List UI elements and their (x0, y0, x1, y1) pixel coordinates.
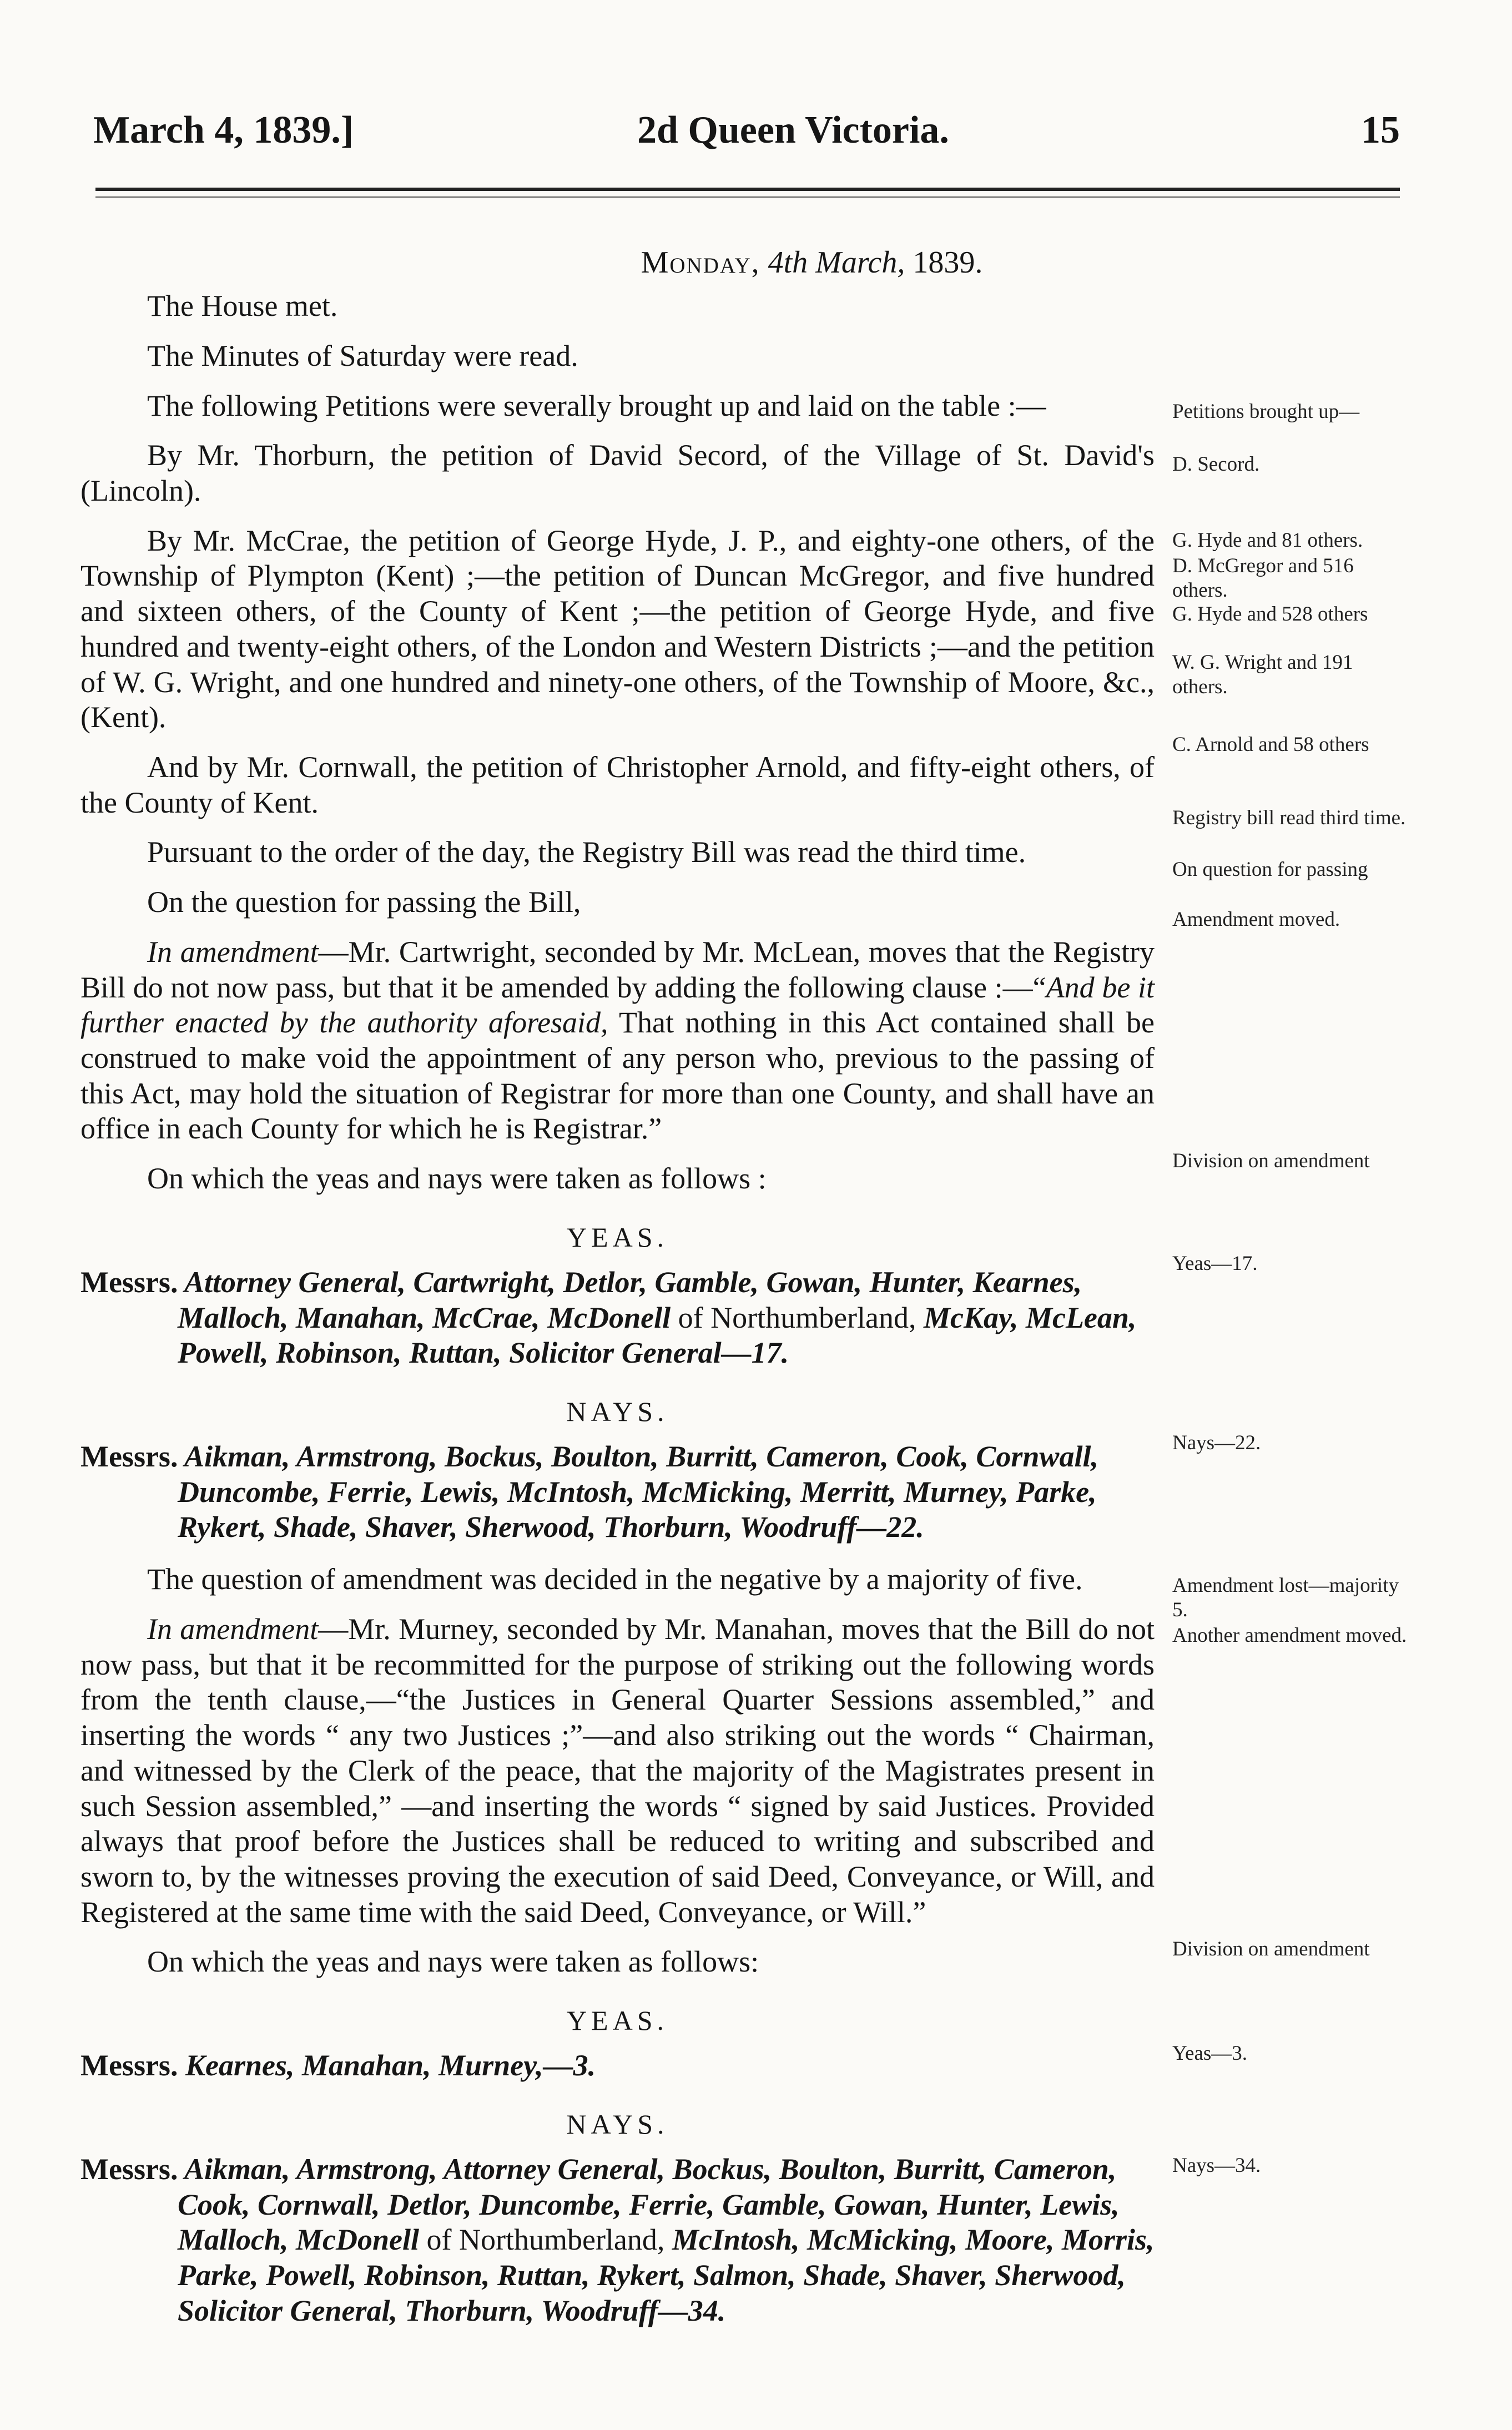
yeas-of-county: of Northumberland, (671, 1300, 924, 1334)
division2-nays-list (80, 2152, 1155, 2329)
yeas-names-a: Attorney General, Cartwright, Detlor, Gamble, Gowan, Hunter, Kearnes, Malloch, Manahan, McCrae, McDonell (178, 1265, 1082, 1334)
amendment-decided: The question of amendment was decided in the negative by a majority of five. (147, 1562, 1083, 1596)
amendment-murney (80, 1612, 1155, 1930)
amendment-text-b: That nothing in this Act contained shall be construed to make void the appointment of any person who, previous to the passing of this Act, may hold the situation of Registrar for more than one County, and shall have an office in each County for which he is Registrar.” (80, 1006, 1155, 1146)
margin-note-amend-moved: Amendment moved. (1172, 908, 1340, 931)
messrs-label: Messrs. (80, 1440, 178, 1474)
division2-nays-heading: NAYS. (566, 2108, 669, 2140)
question-passing: On the question for passing the Bill, (147, 885, 581, 919)
margin-note-yeas17: Yeas—17. (1172, 1252, 1258, 1275)
header-rule (95, 188, 1400, 191)
running-header-date: March 4, 1839.] (93, 109, 354, 152)
amendment-enacting-words: And be it further enacted by the authority aforesaid, (80, 970, 1155, 1040)
amendment-cartwright (80, 935, 1155, 1147)
margin-note-hyde528: G. Hyde and 528 others (1172, 603, 1368, 626)
registry-third-reading: Pursuant to the order of the day, the Registry Bill was read the third time. (147, 835, 1026, 869)
division1-yeas-heading: YEAS. (566, 1221, 669, 1253)
running-header-title: 2d Queen Victoria. (637, 109, 949, 152)
margin-note-yeas3: Yeas—3. (1172, 2042, 1248, 2065)
dateline (80, 244, 1155, 281)
margin-note-wright: W. G. Wright and 191 others. (1172, 651, 1353, 698)
margin-note-mcgregor: D. McGregor and 516 others. (1172, 554, 1354, 602)
margin-note-secord: D. Secord. (1172, 453, 1260, 476)
division2-intro: On which the yeas and nays were taken as follows: (147, 1945, 759, 1979)
margin-note-division1: Division on amendment (1172, 1150, 1370, 1172)
petition-thorburn: By Mr. Thorburn, the petition of David Secord, of the Village of St. David's (Lincoln). (80, 438, 1155, 507)
margin-note-question: On question for passing (1172, 858, 1368, 881)
margin-note-nays22: Nays—22. (1172, 1431, 1261, 1454)
division2-yeas-list (80, 2048, 1155, 2084)
division2-yeas-heading: YEAS. (566, 2005, 669, 2036)
dateline-year: 1839. (913, 245, 983, 280)
nays-names-b: McIntosh, McMicking, Moore, Morris, Parke, Powell, Robinson, Ruttan, Rykert, Salmon, Shade, Shaver, Sherwood, Solicitor General, Thorburn, Woodruff—34. (178, 2223, 1155, 2327)
nays-names-a: Aikman, Armstrong, Attorney General, Bockus, Boulton, Burritt, Cameron, Cook, Cornwall, Detlor, Duncombe, Ferrie, Gamble, Gowan, Hunter, Lewis, Malloch, McDonell (178, 2152, 1120, 2257)
nays-names: Aikman, Armstrong, Bockus, Boulton, Burritt, Cameron, Cook, Cornwall, Duncombe, Ferrie, Lewis, McIntosh, McMicking, Merritt, Murney, Parke, Rykert, Shade, Shaver, Sherwood, Thorburn, Woodruff—22. (178, 1440, 1098, 1544)
petitions-intro: The following Petitions were severally brought up and laid on the table :— (147, 389, 1046, 422)
messrs-label: Messrs. (80, 2152, 178, 2186)
margin-note-third-time: Registry bill read third time. (1172, 806, 1406, 829)
amendment-text: —Mr. Murney, seconded by Mr. Manahan, moves that the Bill do not now pass, but that it be recommitted for the purpose of striking out the following words from the tenth clause,—“the Justices in General Quarter Sessions assembled,” and inserting the words “ any two Justices ;”—and also striking out the words “ Chairman, and witnessed by the Clerk of the peace, that the majority of the Magistrates present in such Session assembled,” —and inserting the words “ signed by said Justices. Provided always that proof before the Justices shall be reduced to writing and subscribed and sworn to, by the witnesses proving the execution of said Deed, Conveyance, or Will, and Registered at the same time with the said Deed, Conveyance, or Will.” (80, 1612, 1155, 1929)
margin-note-arnold: C. Arnold and 58 others (1172, 733, 1369, 756)
page-number: 15 (1361, 109, 1400, 152)
margin-note-hyde81: G. Hyde and 81 others. (1172, 529, 1363, 552)
margin-note-nays34: Nays—34. (1172, 2154, 1261, 2177)
nays-of-county: of Northumberland, (419, 2223, 672, 2257)
division1-yeas-list (80, 1265, 1155, 1371)
minutes-read: The Minutes of Saturday were read. (147, 339, 578, 372)
journal-body (80, 244, 1155, 2340)
division1-nays-heading: NAYS. (566, 1396, 669, 1428)
messrs-label: Messrs. (80, 1265, 178, 1299)
petition-mccrae: By Mr. McCrae, the petition of George Hyde, J. P., and eighty-one others, of the Township of Plympton (Kent) ;—the petition of Duncan McGregor, and five hundred and sixteen others, of the County of Kent ;—the petition of George Hyde, and five hundred and twenty-eight others, of the London and Western Districts ;—and the petition of W. G. Wright, and one hundred and ninety-one others, of the Township of Moore, &c., (Kent). (80, 523, 1155, 734)
amendment-lead: In amendment (147, 935, 319, 969)
messrs-label: Messrs. (80, 2049, 178, 2083)
division1-intro: On which the yeas and nays were taken as follows : (147, 1162, 767, 1196)
margin-note-division2: Division on amendment (1172, 1938, 1370, 1960)
margin-note-petitions: Petitions brought up— (1172, 400, 1360, 423)
amendment-text-a: —Mr. Cartwright, seconded by Mr. McLean, moves that the Registry Bill do not now pass, but that it be amended by adding the following clause :—“ (80, 935, 1155, 1004)
petition-cornwall: And by Mr. Cornwall, the petition of Christopher Arnold, and fifty-eight others, of the County of Kent. (80, 750, 1155, 819)
dateline-date: 4th March, (768, 245, 905, 280)
margin-note-amend-lost: Amendment lost—majority 5. (1172, 1574, 1399, 1621)
yeas-names-b: McKay, McLean, Powell, Robinson, Ruttan, Solicitor General—17. (178, 1300, 1137, 1370)
header-rule-thin (95, 196, 1400, 198)
amendment-lead: In amendment (147, 1612, 319, 1646)
dateline-day: Monday, (641, 245, 760, 280)
house-met: The House met. (147, 289, 338, 323)
yeas-names: Kearnes, Manahan, Murney,—3. (185, 2049, 596, 2083)
division1-nays-list (80, 1439, 1155, 1545)
margin-note-another: Another amendment moved. (1172, 1624, 1407, 1647)
